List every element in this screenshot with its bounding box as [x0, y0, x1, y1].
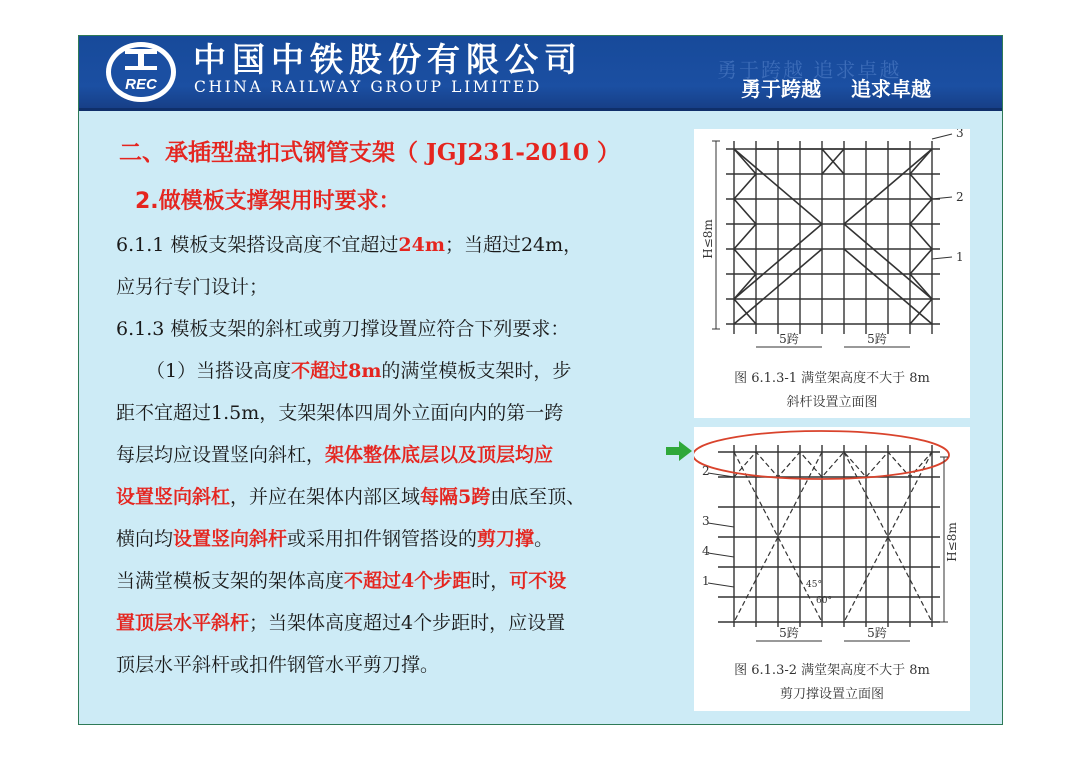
body-line-6: 每层均应设置竖向斜杠，架体整体底层以及顶层均应 [116, 444, 554, 466]
figure1-caption-line1: 图 6.1.3-1 满堂架高度不大于 8m [734, 371, 930, 386]
body-line-3: 6.1.3 模板支架的斜杠或剪刀撑设置应符合下列要求： [116, 318, 570, 340]
logo-text: REC [125, 76, 157, 93]
callout-2: 2 [702, 464, 710, 478]
slogan-part-1: 勇于跨越 [741, 77, 821, 101]
company-name-en: CHINA RAILWAY GROUP LIMITED [194, 78, 542, 96]
callout-3: 3 [702, 514, 710, 528]
slogan-part-2: 追求卓越 [851, 77, 931, 101]
callout-1: 1 [956, 250, 964, 264]
height-label: H≤8m [701, 219, 715, 259]
body-line-5: 距不宜超过1.5m，支架架体四周外立面向内的第一跨 [116, 402, 564, 424]
green-arrow-icon [664, 440, 694, 462]
header-bar [79, 36, 1002, 111]
callout-2: 2 [956, 190, 964, 204]
callout-3: 3 [956, 129, 964, 140]
span-label-2: 5跨 [867, 332, 887, 346]
body-line-1: 6.1.1 模板支架搭设高度不宜超过24m；当超过24m， [116, 234, 583, 256]
subheading: 2.做模板支撑架用时要求： [135, 189, 401, 214]
body-line-9: 当满堂模板支架的架体高度不超过4个步距时，可不设 [116, 570, 567, 592]
slide [78, 35, 1003, 725]
body-line-8: 横向均设置竖向斜杆或采用扣件钢管搭设的剪刀撑。 [116, 528, 554, 550]
body-line-4: （1）当搭设高度不超过8m的满堂模板支架时，步 [146, 360, 572, 382]
figure-scissor-bracing [694, 427, 970, 711]
china-railway-logo [103, 39, 179, 105]
figure2-caption-line2: 剪刀撑设置立面图 [779, 687, 884, 702]
angle-label-1: 45° [806, 580, 822, 590]
angle-label-2: 60° [816, 596, 832, 606]
callout-1: 1 [702, 574, 710, 588]
scaffold-elevation-diagram-1 [694, 129, 970, 364]
slogan-watermark: 勇于跨越 追求卓越 [717, 58, 902, 82]
body-line-10: 置顶层水平斜杆；当架体高度超过4个步距时，应设置 [116, 612, 566, 634]
height-label: H≤8m [945, 522, 959, 562]
span-label-2: 5跨 [867, 626, 887, 640]
company-name-cn: 中国中铁股份有限公司 [193, 40, 583, 79]
figure-diagonal-bracing [694, 129, 970, 418]
section-heading: 二、承插型盘扣式钢管支架（ JGJ231-2010 ） [119, 139, 620, 166]
callout-4: 4 [702, 544, 710, 558]
figure2-caption-line1: 图 6.1.3-2 满堂架高度不大于 8m [734, 663, 930, 678]
slogan [741, 73, 931, 102]
body-line-11: 顶层水平斜杆或扣件钢管水平剪刀撑。 [116, 654, 440, 676]
span-label-1: 5跨 [779, 332, 799, 346]
body-line-2: 应另行专门设计； [116, 276, 269, 298]
body-line-7: 设置竖向斜杠，并应在架体内部区域每隔5跨由底至顶、 [116, 486, 586, 508]
scaffold-elevation-diagram-2 [694, 427, 970, 657]
figure1-caption-line2: 斜杆设置立面图 [786, 395, 878, 410]
span-label-1: 5跨 [779, 626, 799, 640]
